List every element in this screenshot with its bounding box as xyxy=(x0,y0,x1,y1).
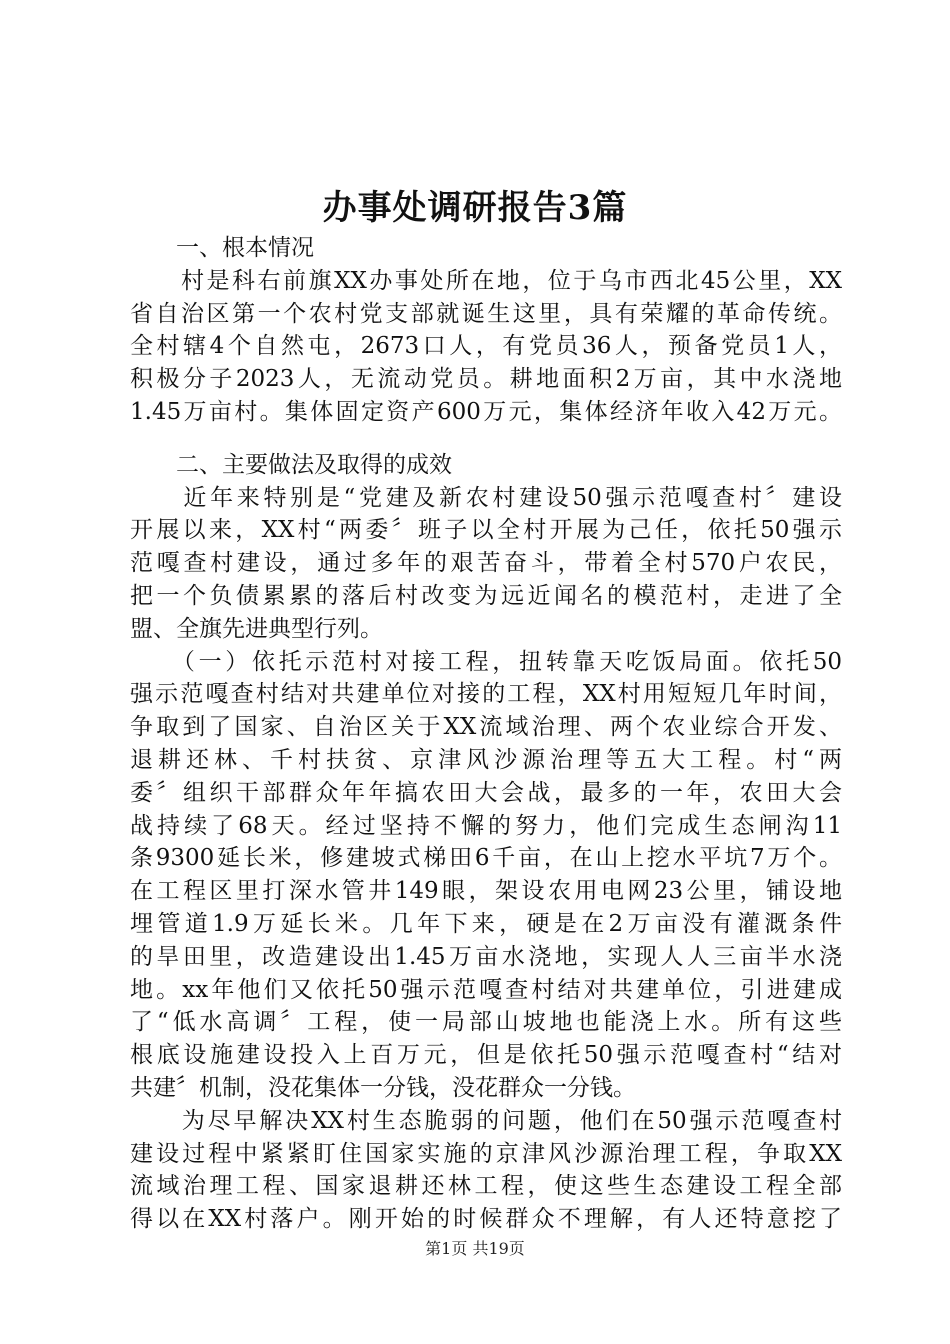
text-line: 地。xx年他们又依托50强示范嘎查村结对共建单位，引进建成 xyxy=(130,976,842,1003)
text-line: 建设过程中紧紧盯住国家实施的京津风沙源治理工程，争取XX xyxy=(130,1140,842,1167)
text-line: 近年来特别是“党建及新农村建设50强示范嘎查村〞建设 xyxy=(130,484,842,511)
section2-ecology-paragraph xyxy=(130,1105,842,1236)
text-line: 为尽早解决XX村生态脆弱的问题，他们在50强示范嘎查村 xyxy=(130,1107,842,1134)
document-body xyxy=(130,232,842,1236)
text-line: 退耕还林、千村扶贫、京津风沙源治理等五大工程。村“两 xyxy=(130,746,842,773)
text-line: 开展以来，XX村“两委〞班子以全村开展为己任，依托50强示 xyxy=(130,517,842,544)
text-line: 积极分子2023人，无流动党员。耕地面积2万亩，其中水浇地 xyxy=(130,366,842,393)
text-line: 一、根本情况 xyxy=(130,235,314,261)
text-line: 村是科右前旗XX办事处所在地，位于乌市西北45公里，XX xyxy=(130,267,842,294)
section2-heading xyxy=(130,449,842,482)
text-line: 1.45万亩村。集体固定资产600万元，集体经济年收入42万元。 xyxy=(130,398,842,425)
text-line: 在工程区里打深水管井149眼，架设农用电网23公里，铺设地 xyxy=(130,878,842,905)
text-line: 得以在XX村落户。刚开始的时候群众不理解，有人还特意挖了 xyxy=(130,1206,842,1233)
text-line: 强示范嘎查村结对共建单位对接的工程，XX村用短短几年时间， xyxy=(130,681,842,708)
text-line: 范嘎查村建设，通过多年的艰苦奋斗，带着全村570户农民， xyxy=(130,550,842,577)
section2-intro-paragraph xyxy=(130,482,842,646)
text-line: 埋管道1.9万延长米。几年下来，硬是在2万亩没有灌溉条件 xyxy=(130,910,842,937)
text-line: 把一个负债累累的落后村改变为远近闻名的模范村，走进了全 xyxy=(130,582,842,609)
text-line: 省自治区第一个农村党支部就诞生这里，具有荣耀的革命传统。 xyxy=(130,300,842,327)
text-line: 争取到了国家、自治区关于XX流域治理、两个农业综合开发、 xyxy=(130,714,842,741)
text-line: 战持续了68天。经过坚持不懈的努力，他们完成生态闸沟11 xyxy=(130,812,842,839)
text-line: 条9300延长米，修建坡式梯田6千亩，在山上挖水平坑7万个。 xyxy=(130,845,842,872)
text-line: 的旱田里，改造建设出1.45万亩水浇地，实现人人三亩半水浇 xyxy=(130,943,842,970)
text-line: 共建〞机制，没花集体一分钱，没花群众一分钱。 xyxy=(130,1074,636,1101)
paragraph-gap xyxy=(130,429,842,449)
text-line: 全村辖4个自然屯，2673口人，有党员36人，预备党员1人， xyxy=(130,333,842,360)
text-line: 了“低水高调〞工程，使一局部山坡地也能浇上水。所有这些 xyxy=(130,1009,842,1036)
document-title: 办事处调研报告3篇 xyxy=(322,188,628,228)
text-line: 委〞组织干部群众年年搞农田大会战，最多的一年，农田大会 xyxy=(130,779,842,806)
section1-heading xyxy=(130,232,842,265)
text-line: （一）依托示范村对接工程，扭转靠天吃饭局面。依托50 xyxy=(130,648,842,675)
text-line: 盟、全旗先进典型行列。 xyxy=(130,615,383,642)
text-line: 二、主要做法及取得的成效 xyxy=(130,451,452,478)
text-line: 根底设施建设投入上百万元，但是依托50强示范嘎查村“结对 xyxy=(130,1042,842,1069)
section1-body-paragraph xyxy=(130,265,842,429)
page-footer: 第1页 共19页 xyxy=(425,1239,525,1258)
section2-item1-paragraph xyxy=(130,646,842,1105)
text-line: 流域治理工程、国家退耕还林工程，使这些生态建设工程全部 xyxy=(130,1173,842,1200)
